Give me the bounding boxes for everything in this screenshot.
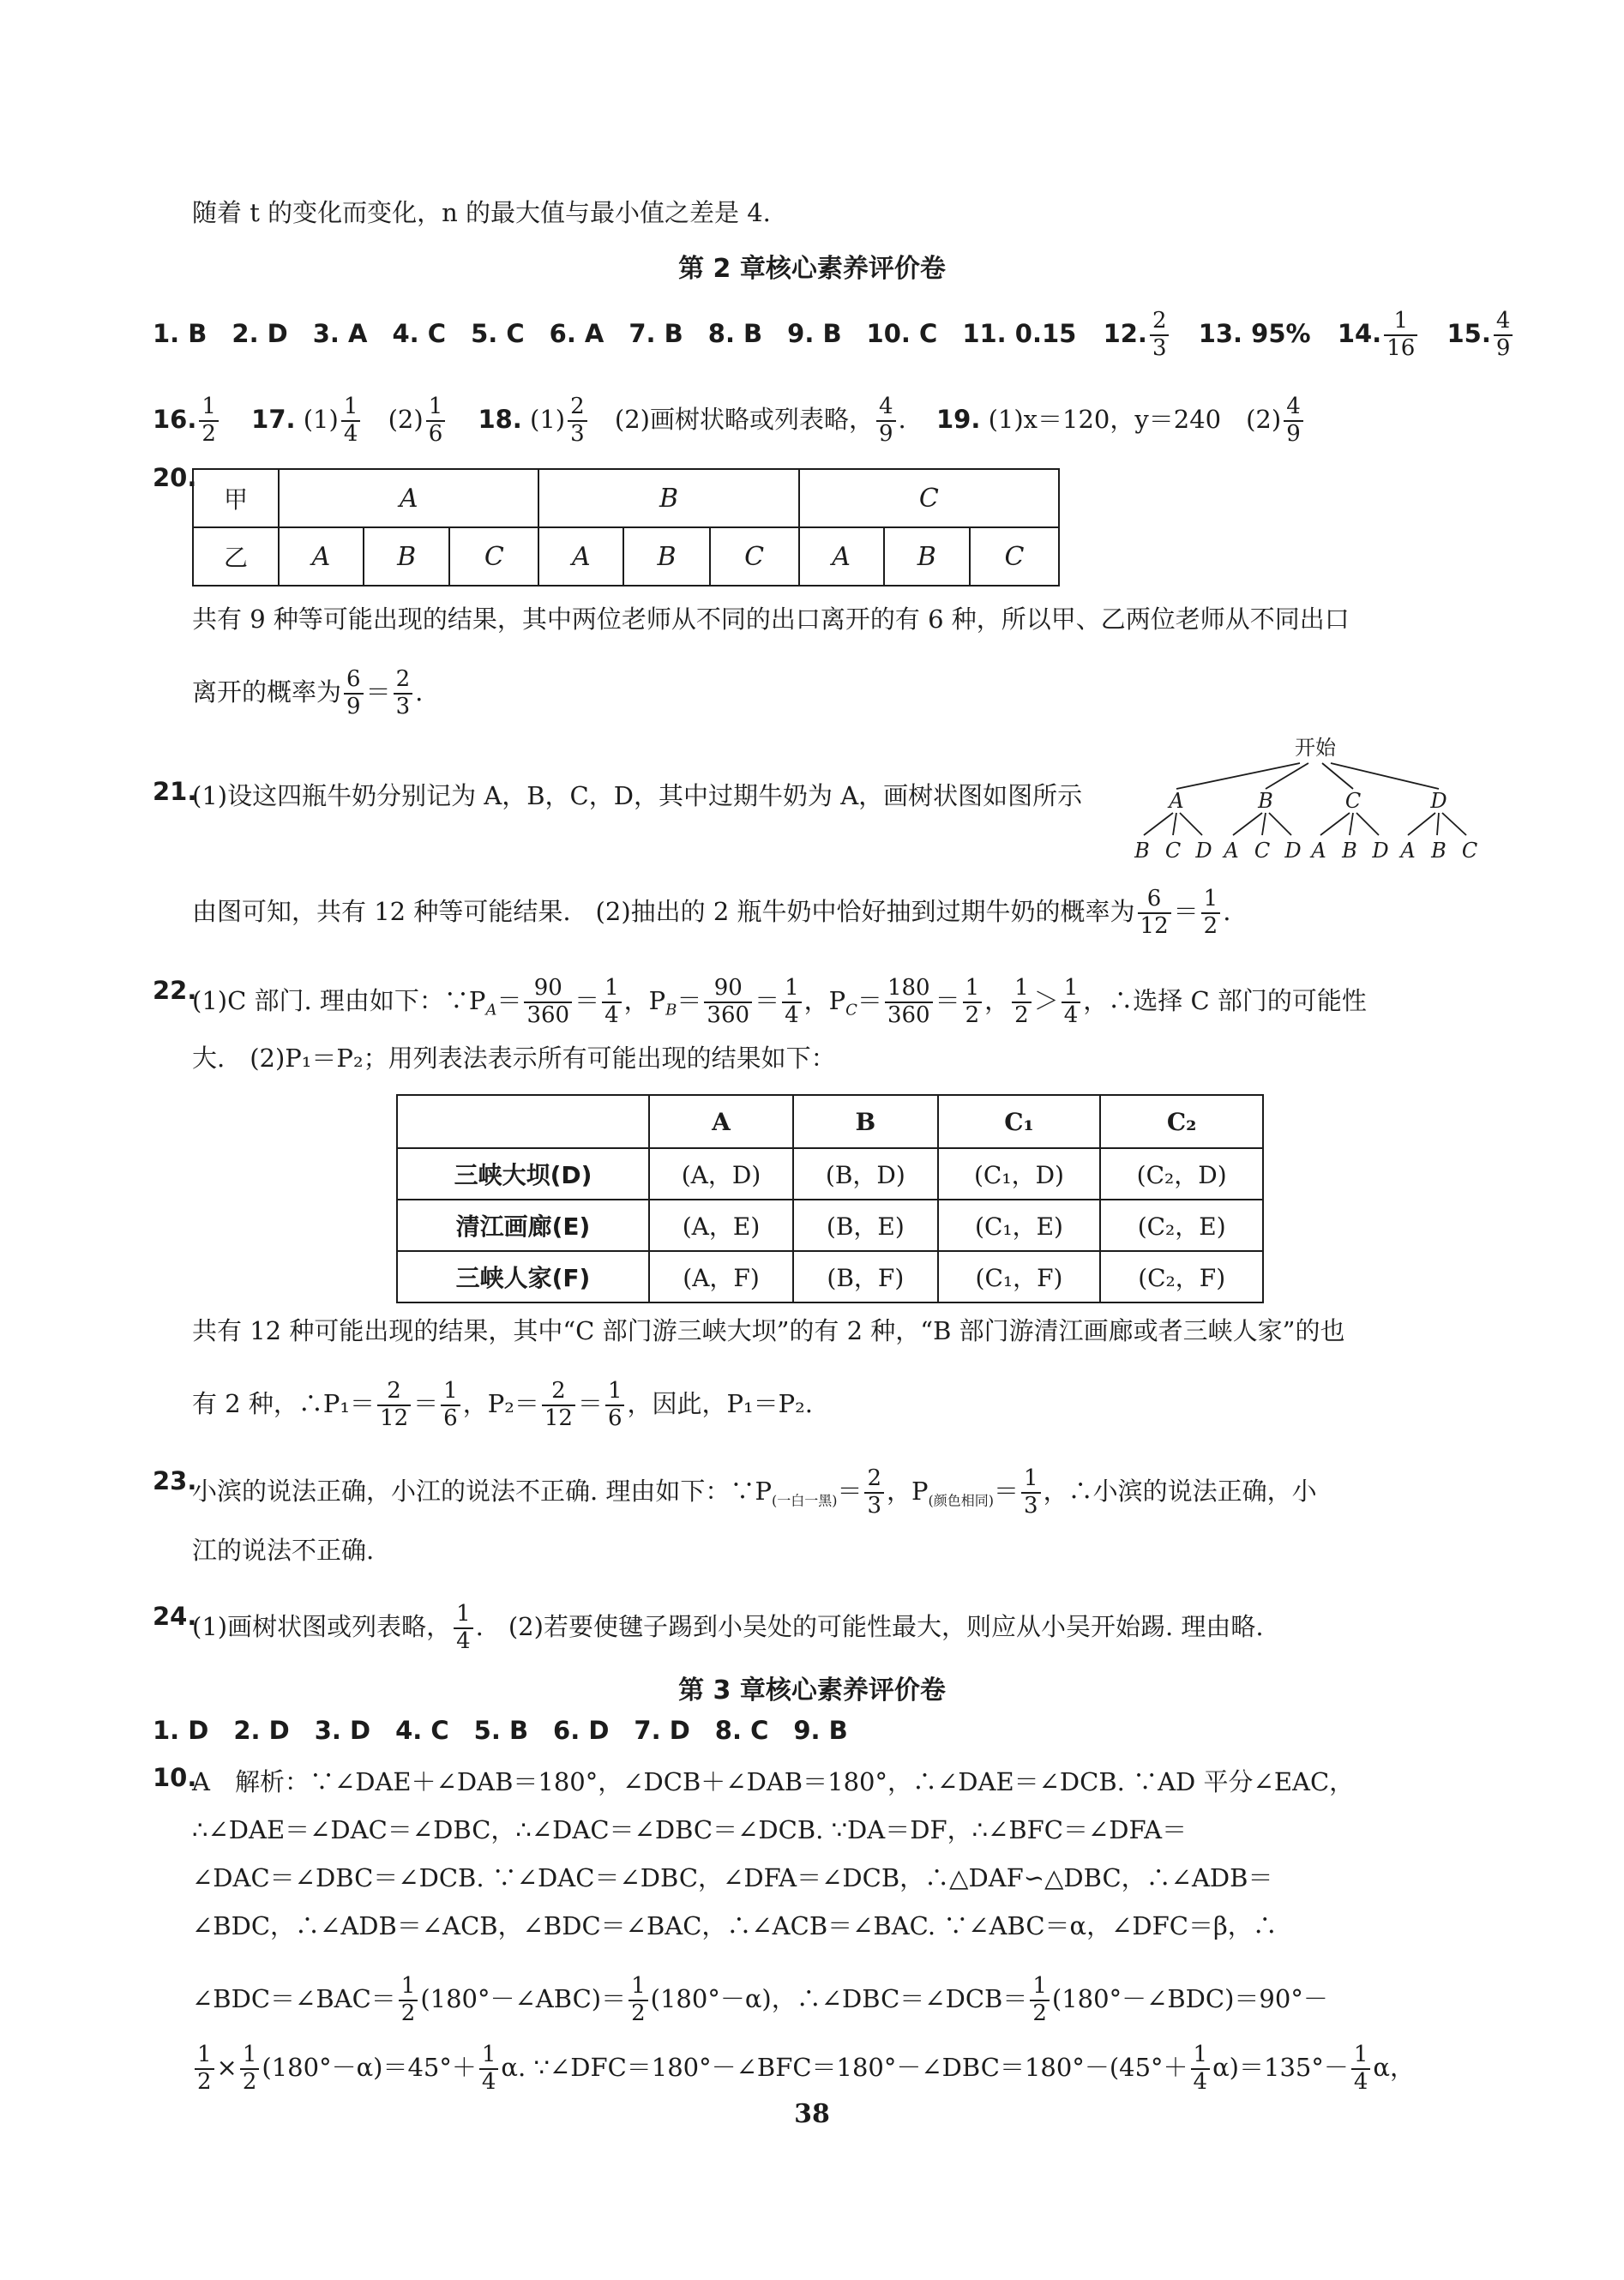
q22-fraction: $\frac{90}{360}$	[704, 976, 752, 1029]
q20-cell: A	[279, 527, 364, 586]
q20-label: 20.	[153, 463, 197, 492]
q10-line-5b: (180°－∠ABC)＝	[420, 1983, 627, 2013]
q16-label: 16.	[153, 404, 197, 434]
q22-header: A	[649, 1095, 793, 1148]
q22-row-head: 三峡人家(F)	[397, 1251, 649, 1302]
q24-b: . (2)若要使毽子踢到小吴处的可能性最大，则应从小吴开始踢. 理由略.	[475, 1611, 1264, 1641]
q22-fraction: $\frac{1}{4}$	[602, 976, 622, 1029]
q21-tree-diagram	[1128, 731, 1489, 868]
q20-row-head-yi: 乙	[193, 527, 279, 586]
q20-text-1: 共有 9 种等可能出现的结果，其中两位老师从不同的出口离开的有 6 种，所以甲、乙两位老师从不同出口	[192, 605, 1350, 634]
q18-part1: (1)	[530, 404, 566, 434]
q23-fraction-1: $\frac{2}{3}$	[864, 1466, 884, 1519]
tree-leaf: D	[1195, 839, 1212, 863]
q22-header-row	[397, 1095, 1263, 1148]
tree-leaf: A	[1311, 839, 1326, 863]
q21-fraction-2: $\frac{1}{2}$	[1201, 887, 1221, 940]
q12-fraction: $\frac{2}{3}$	[1150, 309, 1170, 362]
q23-sub-2: (颜色相同)	[928, 1492, 995, 1509]
page-number: 38	[794, 2099, 830, 2129]
q10-line-5d: (180°－∠BDC)＝90°－	[1051, 1983, 1328, 2013]
q22-row	[397, 1200, 1263, 1251]
tree-leaf: B	[1431, 839, 1447, 863]
chapter3-title: 第 3 章核心素养评价卷	[678, 1675, 946, 1705]
q22-cell: (C₂，E)	[1100, 1200, 1263, 1251]
q20-cell: B	[364, 527, 449, 586]
tree-node-a: A	[1169, 789, 1184, 813]
q22-cell: (B，E)	[793, 1200, 938, 1251]
q16-fraction: $\frac{1}{2}$	[199, 394, 219, 448]
q20-text-2	[192, 667, 1478, 720]
q19-answer: (1)x＝120，y＝240 (2)	[988, 404, 1282, 434]
q20-cell: C	[799, 469, 1059, 527]
q22-cell: (A，E)	[649, 1200, 793, 1251]
q22-cell: (B，F)	[793, 1251, 938, 1302]
q22-cell: (C₁，D)	[938, 1148, 1101, 1200]
q22-gt: ＞	[1033, 985, 1059, 1015]
q10-line-4: ∠BDC，∴∠ADB＝∠ACB，∠BDC＝∠BAC，∴∠ACB＝∠BAC. ∵∠ABC＝α，∠DFC＝β，∴	[192, 1911, 1278, 1940]
q10-line-2: ∴∠DAE＝∠DAC＝∠DBC，∴∠DAC＝∠DBC＝∠DCB. ∵DA＝DF，∴∠BFC＝∠DFA＝	[192, 1815, 1188, 1844]
tree-leaf: C	[1461, 839, 1478, 863]
q21-eq: ＝	[1173, 896, 1199, 926]
q14-fraction: $\frac{1}{16}$	[1384, 309, 1417, 362]
q17-label: 17.	[251, 404, 296, 434]
q21-text-1: (1)设这四瓶牛奶分别记为 A，B，C，D，其中过期牛奶为 A，画树状图如图所示	[192, 781, 1083, 810]
q22-tail: ，∴选择 C 部门的可能性	[1083, 985, 1367, 1015]
tree-node-c: C	[1344, 789, 1362, 813]
q19-fraction: $\frac{4}{9}$	[1284, 394, 1303, 448]
q18-fraction-1: $\frac{2}{3}$	[568, 394, 587, 448]
q13-answer: 13. 95%	[1198, 318, 1311, 348]
q23-b: ，P	[887, 1476, 929, 1506]
q20-fraction-2: $\frac{2}{3}$	[394, 667, 413, 720]
q10-line-6e: α，	[1373, 2052, 1415, 2082]
q23-fraction-2: $\frac{1}{3}$	[1021, 1466, 1041, 1519]
q22-sub-b: B	[665, 1001, 677, 1020]
tree-leaf: A	[1400, 839, 1416, 863]
q23-c: ，∴小滨的说法正确，小	[1043, 1476, 1317, 1506]
q20-eq: ＝	[365, 677, 391, 707]
tree-node-b: B	[1258, 789, 1273, 813]
q22-cell: (C₂，F)	[1100, 1251, 1263, 1302]
q10-line-5	[192, 1974, 1478, 2027]
q22-fraction: $\frac{1}{6}$	[605, 1379, 625, 1432]
q22-line-4: 有 2 种，∴P₁＝ $\frac{2}{12}$ ＝ $\frac{1}{6}$ ，P₂＝ $\frac{2}{12}$ ＝ $\frac{1}{6}$ ，因此，P₁＝P₂.	[192, 1378, 813, 1431]
q10-fraction: $\frac{1}{2}$	[1030, 1974, 1050, 2027]
q24-line	[192, 1602, 1478, 1655]
q22-line-1: (1)C 部门. 理由如下：$\because P_A=$ $\frac{90}{360}$ ＝ $\frac{1}{4}$ ，$P_B=$ $\frac{90}{360}$ ＝ $\frac{1}{4}$ ，$P_C=$ $\frac{180}{360}$ ＝ $\frac{1}{2}$ ， $\frac{1}{2}$ ＞ $\frac{1}{4}$ ，∴选择 C 部门的可能性	[192, 975, 1367, 1028]
q10-label: 10.	[153, 1763, 197, 1792]
tree-leaf: D	[1284, 839, 1302, 863]
q22-cell: (C₁，E)	[938, 1200, 1101, 1251]
q22-sub-a: A	[485, 1001, 497, 1020]
q22-fraction: $\frac{1}{4}$	[782, 976, 802, 1029]
q20-table	[192, 468, 1060, 587]
q17-fraction-1: $\frac{1}{4}$	[341, 394, 361, 448]
q22-fraction: $\frac{2}{12}$	[377, 1379, 411, 1432]
q19-label: 19.	[935, 404, 981, 434]
q20-row-jia	[193, 469, 1059, 527]
q10-fraction: $\frac{1}{4}$	[1191, 2042, 1211, 2096]
q10-fraction: $\frac{1}{2}$	[195, 2042, 214, 2096]
q23-a: 小滨的说法正确，小江的说法不正确. 理由如下：∵P	[192, 1476, 772, 1506]
q22-label: 22.	[153, 976, 197, 1005]
q22-fraction: $\frac{1}{4}$	[1062, 976, 1081, 1029]
q21-text-2	[192, 887, 1478, 940]
q20-fraction-1: $\frac{6}{9}$	[344, 667, 364, 720]
q22-a: (1)C 部门. 理由如下：∵P	[192, 985, 486, 1015]
ch3-answers-1-9: 1. D 2. D 3. D 4. C 5. B 6. D 7. D 8. C 9. B	[153, 1716, 848, 1745]
tree-node-d: D	[1430, 789, 1447, 813]
q22-line-4c: ，因此，P₁＝P₂.	[627, 1388, 813, 1418]
q22-sub-c: C	[845, 1001, 857, 1020]
tree-leaf: C	[1164, 839, 1182, 863]
tree-leaf: D	[1372, 839, 1389, 863]
q22-pb: ，P	[623, 985, 666, 1015]
q22-pc: ，P	[803, 985, 846, 1015]
q23-label: 23.	[153, 1466, 197, 1495]
q22-fraction: $\frac{1}{2}$	[1012, 976, 1032, 1029]
q20-row-head-jia: 甲	[193, 469, 279, 527]
q18-end: .	[898, 404, 906, 434]
q10-line-1: A 解析：∵∠DAE＋∠DAB＝180°，∠DCB＋∠DAB＝180°，∴∠DAE＝∠DCB. ∵AD 平分∠EAC，	[192, 1767, 1355, 1796]
ch2-q1-11: 1. B 2. D 3. A 4. C 5. C 6. A 7. B 8. B 9. B 10. C 11. 0.15	[153, 318, 1077, 348]
top-line: 随着 t 的变化而变化，n 的最大值与最小值之差是 4.	[192, 198, 771, 227]
q22-table	[396, 1094, 1264, 1303]
q10-fraction: $\frac{1}{2}$	[399, 1974, 418, 2027]
q20-text-2a: 离开的概率为	[192, 677, 342, 707]
tree-leaf: C	[1254, 839, 1271, 863]
tree-leaf: B	[1342, 839, 1357, 863]
q22-cell: (B，D)	[793, 1148, 938, 1200]
q17-part1: (1)	[303, 404, 339, 434]
q15-label: 15.	[1447, 318, 1491, 348]
q14-label: 14.	[1337, 318, 1382, 348]
q22-cell: (C₂，D)	[1100, 1148, 1263, 1200]
q22-row-head: 清江画廊(E)	[397, 1200, 649, 1251]
q10-line-5c: (180°－α)，∴∠DBC＝∠DCB＝	[650, 1983, 1028, 2013]
q17-part2: (2)	[388, 404, 424, 434]
q22-line-4a: 有 2 种，∴P₁＝	[192, 1388, 376, 1418]
q18-fraction-2: $\frac{4}{9}$	[876, 394, 896, 448]
q18-label: 18.	[478, 404, 522, 434]
tree-leaf: B	[1134, 839, 1150, 863]
q10-line-3: ∠DAC＝∠DBC＝∠DCB. ∵∠DAC＝∠DBC，∠DFA＝∠DCB，∴△DAF∽△DBC，∴∠ADB＝	[192, 1863, 1273, 1892]
q24-a: (1)画树状图或列表略，	[192, 1611, 452, 1641]
q20-cell: A	[279, 469, 538, 527]
q23-line-2: 江的说法不正确.	[192, 1536, 375, 1565]
q21-end: .	[1223, 896, 1231, 926]
q20-cell: C	[710, 527, 799, 586]
q10-line-6d: α)＝135°－	[1212, 2052, 1349, 2082]
q22-line-2: 大. (2)P₁＝P₂；用列表法表示所有可能出现的结果如下：	[192, 1044, 836, 1073]
q21-label: 21.	[153, 777, 197, 806]
q20-cell: B	[538, 469, 798, 527]
q22-row-head: 三峡大坝(D)	[397, 1148, 649, 1200]
q22-cell: (A，F)	[649, 1251, 793, 1302]
q24-label: 24.	[153, 1602, 197, 1631]
q18-part2: (2)画树状略或列表略，	[614, 404, 874, 434]
q22-fraction: $\frac{90}{360}$	[524, 976, 572, 1029]
q12-label: 12.	[1103, 318, 1147, 348]
tree-leaves	[1134, 839, 1477, 863]
q22-header: B	[793, 1095, 938, 1148]
q22-fraction: $\frac{180}{360}$	[885, 976, 933, 1029]
q21-fraction-1: $\frac{6}{12}$	[1138, 887, 1171, 940]
q22-line-4b: ，P₂＝	[462, 1388, 539, 1418]
q10-fraction: $\frac{1}{4}$	[479, 2042, 499, 2096]
q22-fraction: $\frac{1}{2}$	[963, 976, 983, 1029]
q22-line-3: 共有 12 种可能出现的结果，其中“C 部门游三峡大坝”的有 2 种，“B 部门游清江画廊或者三峡人家”的也	[192, 1316, 1345, 1345]
tree-leaf: A	[1224, 839, 1239, 863]
q22-fraction: $\frac{2}{12}$	[542, 1379, 575, 1432]
q10-line-6b: (180°－α)＝45°＋	[262, 2052, 477, 2082]
tree-root: 开始	[1295, 736, 1336, 760]
ch2-answers-1-15	[153, 308, 1511, 362]
tree-branches-level2	[1144, 813, 1466, 835]
q22-cell: (A，D)	[649, 1148, 793, 1200]
q10-line-5a: ∠BDC＝∠BAC＝	[192, 1983, 396, 2013]
q22-comma: ，	[984, 985, 1010, 1015]
q10-fraction: $\frac{1}{2}$	[629, 1974, 648, 2027]
q22-header	[397, 1095, 649, 1148]
q20-cell: A	[538, 527, 623, 586]
q22-row	[397, 1148, 1263, 1200]
q21-text-2a: 由图可知，共有 12 种等可能结果. (2)抽出的 2 瓶牛奶中恰好抽到过期牛奶的概率为	[192, 896, 1135, 926]
tree-branches-level1	[1176, 763, 1439, 789]
q10-fraction: $\frac{1}{4}$	[1351, 2042, 1371, 2096]
q10-line-6	[192, 2042, 1478, 2096]
q20-cell: C	[449, 527, 538, 586]
q22-fraction: $\frac{1}{6}$	[441, 1379, 460, 1432]
q23-line-1: 小滨的说法正确，小江的说法不正确. 理由如下：$\because P_{(一白一黑)}=$ $\frac{2}{3}$ ，$P_{(颜色相同)}=$ $\frac{1}{3}$ ，∴小滨的说法正确，小	[192, 1465, 1317, 1519]
q10-line-6c: α. ∵∠DFC＝180°－∠BFC＝180°－∠DBC＝180°－(45°＋	[501, 2052, 1188, 2082]
q20-cell: B	[884, 527, 970, 586]
q23-sub-1: (一白一黑)	[771, 1492, 838, 1509]
q20-end: .	[415, 677, 424, 707]
q20-row-yi	[193, 527, 1059, 586]
q22-row	[397, 1251, 1263, 1302]
q20-cell: C	[970, 527, 1059, 586]
ch2-answers-16-19	[153, 394, 1478, 448]
q22-header: C₂	[1100, 1095, 1263, 1148]
q22-cell: (C₁，F)	[938, 1251, 1101, 1302]
q10-line-6a: ×	[216, 2052, 238, 2082]
chapter2-title: 第 2 章核心素养评价卷	[678, 254, 946, 284]
q17-fraction-2: $\frac{1}{6}$	[426, 394, 446, 448]
q20-cell: A	[799, 527, 884, 586]
q20-cell: B	[623, 527, 709, 586]
q24-fraction: $\frac{1}{4}$	[454, 1602, 473, 1655]
q10-fraction: $\frac{1}{2}$	[240, 2042, 260, 2096]
q15-fraction: $\frac{4}{9}$	[1494, 309, 1513, 362]
q22-header: C₁	[938, 1095, 1101, 1148]
